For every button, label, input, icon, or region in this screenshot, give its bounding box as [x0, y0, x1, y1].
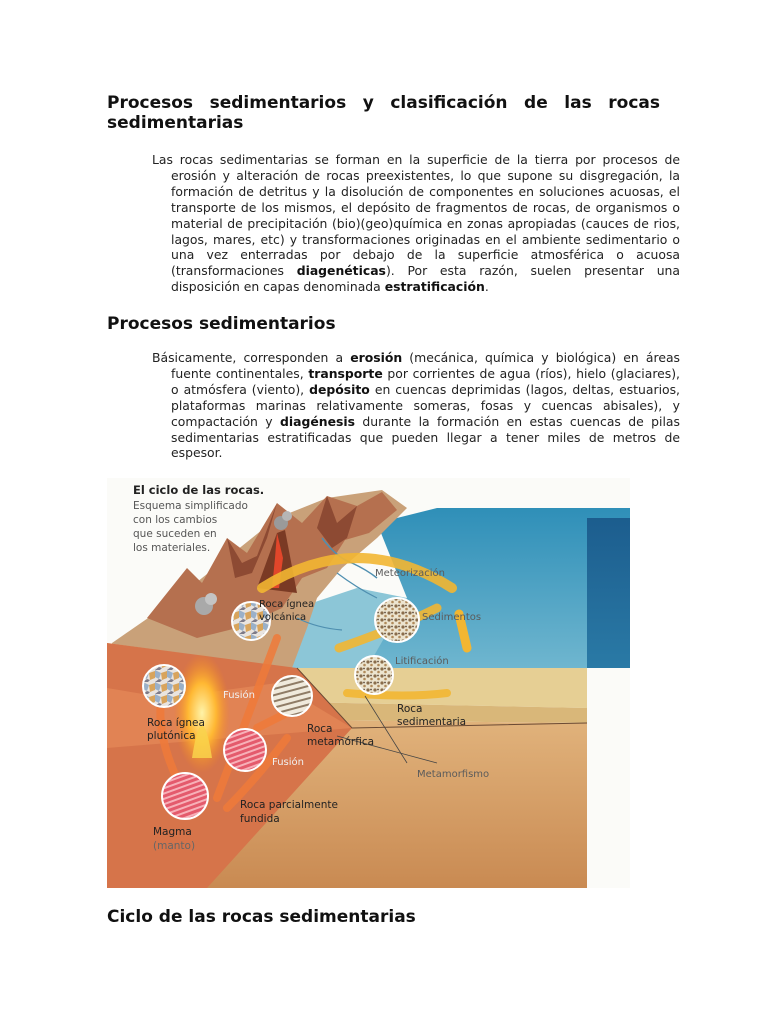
label-roca-ignea-volcanica-2: volcánica: [259, 612, 307, 623]
label-roca-sedimentaria-2: sedimentaria: [397, 716, 467, 728]
label-metamorfismo: Metamorfismo: [417, 769, 490, 780]
intro-text-3: .: [484, 279, 489, 295]
term-diageneticas: diagenéticas: [296, 263, 386, 279]
proc-text-1: Básicamente, corresponden a: [152, 350, 351, 365]
section-heading-ciclo: Ciclo de las rocas sedimentarias: [107, 907, 416, 927]
label-magma: Magma: [153, 826, 192, 838]
term-estratificacion: estratificación: [384, 279, 485, 295]
procesos-paragraph: [152, 350, 680, 461]
intro-text-1: Las rocas sedimentarias se forman en la superficie de la tierra por procesos de erosión y alteración de rocas preexistentes, lo que supone su disgregación, la formación de detritus y la disolución de componentes en soluciones acuosas, el transporte de los mismos, el depósito de fragmentos de rocas, de organismos o material de precipitación (bio)(geo)química en zonas apropiadas (cauces de rios, lagos, mares, etc) y transformaciones originadas en el ambiente sedimentario o una vez enterradas por debajo de la superficie atmosférica o acuosa (transformaciones: [152, 152, 680, 279]
page-title: Procesos sedimentarios y clasificación de las rocas sedimentarias: [107, 93, 660, 133]
label-roca-ignea-volcanica-1: Roca ígnea: [259, 599, 315, 610]
label-roca-parcialmente-fundida-1: Roca parcialmente: [240, 799, 338, 811]
proc-text-4: en cuencas deprimidas (lagos, deltas, estuarios, plataformas marinas relativamente someras, fosas y cuencas abisales), y compactación y: [171, 381, 680, 429]
figure-title: El ciclo de las rocas.: [133, 483, 265, 497]
label-roca-sedimentaria-1: Roca: [397, 703, 423, 715]
term-erosion: erosión: [350, 350, 403, 365]
proc-text-3: por corrientes de agua (ríos), hielo (glaciares), o atmósfera (viento),: [171, 365, 680, 397]
figure-subtitle-2: con los cambios: [133, 514, 218, 526]
term-deposito: depósito: [309, 381, 370, 397]
label-fusion-2: Fusión: [272, 757, 304, 768]
label-roca-ignea-plutonica-2: plutónica: [147, 730, 196, 742]
intro-paragraph: [152, 152, 680, 295]
label-litificacion: Litificación: [395, 656, 449, 667]
rock-cycle-figure: [107, 478, 630, 888]
label-roca-ignea-plutonica-1: Roca ígnea: [147, 717, 205, 729]
label-meteorizacion: Meteorización: [375, 568, 445, 579]
figure-subtitle-1: Esquema simplificado: [133, 500, 248, 512]
intro-text-2: ). Por esta razón, suelen presentar una disposición en capas denominada: [171, 263, 680, 295]
label-roca-parcialmente-fundida-2: fundida: [240, 813, 280, 825]
label-roca-metamorfica-1: Roca: [307, 723, 333, 735]
label-manto: (manto): [153, 840, 196, 852]
label-roca-metamorfica-2: metamórfica: [307, 736, 375, 748]
label-sedimentos: Sedimentos: [422, 612, 482, 623]
proc-text-2: (mecánica, química y biológica) en áreas fuente continentales,: [171, 350, 680, 381]
figure-subtitle-4: los materiales.: [133, 542, 211, 554]
term-transporte: transporte: [308, 365, 383, 381]
term-diagenesis: diagénesis: [280, 413, 356, 429]
label-fusion-1: Fusión: [223, 690, 255, 701]
figure-subtitle-3: que suceden en: [133, 528, 217, 540]
proc-text-5: durante la formación en estas cuencas de pilas sedimentarias estratificadas que pueden llegar a tener miles de metros de espesor.: [171, 413, 680, 461]
section-heading-procesos: Procesos sedimentarios: [107, 314, 336, 334]
